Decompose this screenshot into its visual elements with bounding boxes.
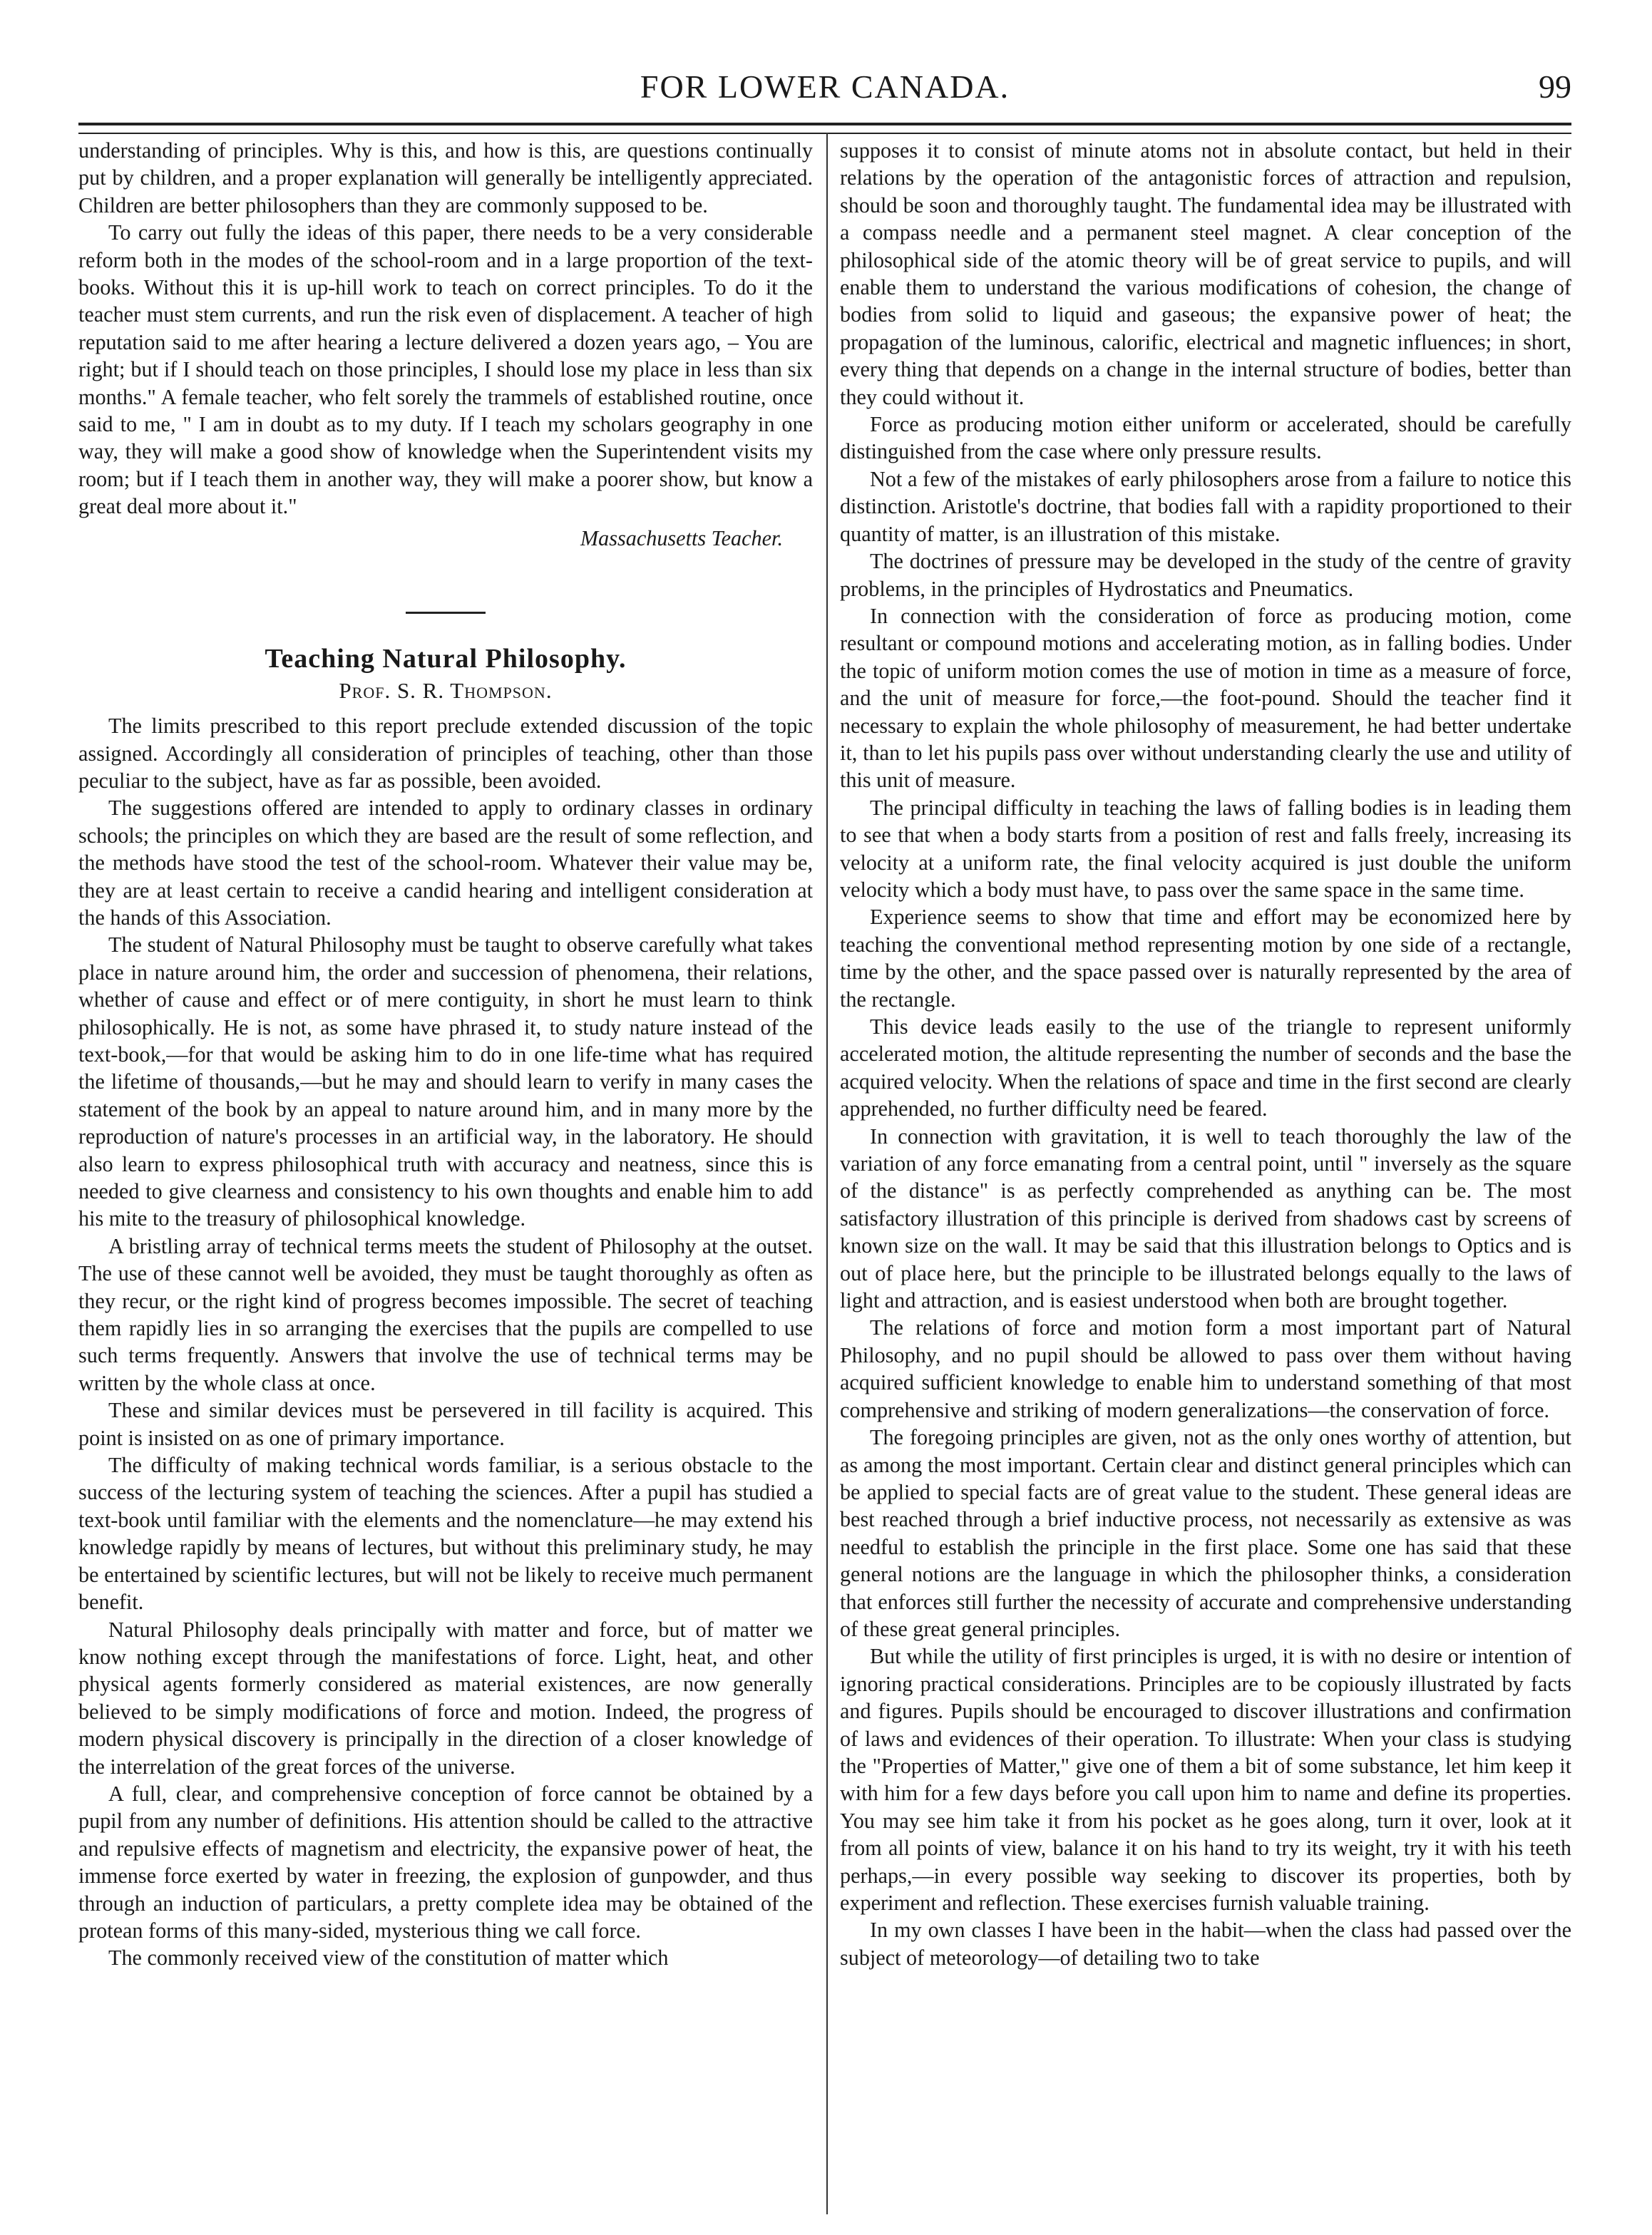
article-paragraph: The principal difficulty in teaching the laws of falling bodies is in leading them to see that when a body starts from a position of rest and falls freely, increasing its velocity at a uniform rate, the final velocity acquired is just double the uniform velocity which a body must have, to pass over the same space in the same time. [840,795,1571,902]
article-paragraph: Natural Philosophy deals principally with matter and force, but of matter we know nothing except through the manifestations of force. Light, heat, and other physical agents formerly considered as material existences, are now generally believed to be simply modifications of force and motion. Indeed, the progress of modern physical discovery is principally in the direction of a closer knowledge of the interrelation of the great forces of the universe. [78,1617,813,1779]
header-rule [78,123,1571,134]
article-paragraph: Not a few of the mistakes of early philosophers arose from a failure to notice this distinction. Aristotle's doctrine, that bodies fall with a rapidity proportioned to their quantity of matter, is an illustration of this mistake. [840,466,1571,546]
article-paragraph: The student of Natural Philosophy must be taught to observe carefully what takes place in nature around him, the order and succession of phenomena, their relations, whether of cause and effect or of mere contiguity, in short he must learn to think philosophically. He is not, as some have phrased it, to study nature instead of the text-book,—for that would be asking him to do in one life-time what has required the lifetime of thousands,—but he may and should learn to verify in many cases the statement of the book by an appeal to nature around him, and in many more by the reproduction of nature's processes in an artificial way, in the laboratory. He should also learn to express philosophical truth with accuracy and neatness, since this is needed to give clearness and consistency to his own thoughts and enable him to add his mite to the treasury of philosophical knowledge. [78,932,813,1231]
section-rule [406,612,486,614]
article-paragraph: The foregoing principles are given, not as the only ones worthy of attention, but as among the most important. Certain clear and distinct general principles which can be applied to special facts are of great value to the student. These general ideas are best reached through a brief inductive process, not necessarily as extensive as was needful to establish the principle in the first place. Some one has said that these general notions are the language in which the philosopher thinks, a consideration that enforces still further the necessity of accurate and comprehensive understanding of these great general principles. [840,1425,1571,1641]
article-paragraph: Force as producing motion either uniform or accelerated, should be carefully distinguished from the case where only pressure results. [840,412,1571,464]
article-paragraph: The commonly received view of the constitution of matter which [108,1946,669,1971]
article-paragraph: In connection with gravitation, it is well to teach thoroughly the law of the variation of any force emanating from a central point, until " inversely as the square of the distance" is as perfectly comprehended as anything can be. The most satisfactory illustration of this principle is derived from shadows cast by screens of known size on the wall. It may be said that this illustration belongs to Optics and is out of place here, but the principle to be illustrated belongs equally to the laws of light and attraction, and is easiest understood when both are brought together. [840,1124,1571,1313]
signature: Massachusetts Teacher. [580,525,783,550]
page-header [78,66,1571,115]
article-paragraph: The doctrines of pressure may be developed in the study of the centre of gravity problems, in the principles of Hydrostatics and Pneumatics. [840,549,1571,601]
article-paragraph: Experience seems to show that time and effort may be economized here by teaching the conventional method representing motion by one side of a rectangle, time by the other, and the space passed over is naturally represented by the area of the rectangle. [840,905,1571,1012]
article-paragraph: The suggestions offered are intended to apply to ordinary classes in ordinary schools; the principles on which they are based are the result of some reflection, and the methods have stood the test of the school-room. Whatever their value may be, they are at least certain to receive a candid hearing and intelligent consideration at the hands of this Association. [78,796,813,930]
article-paragraph: These and similar devices must be persevered in till facility is acquired. This point is insisted on as one of primary importance. [78,1398,813,1450]
article-paragraph: The difficulty of making technical words familiar, is a serious obstacle to the success of the lecturing system of teaching the sciences. After a pupil has studied a text-book until familiar with the elements and the nomenclature—he may extend his knowledge rapidly by means of lectures, but without this preliminary study, he may be entertained by scientific lectures, but will not be likely to receive much permanent benefit. [78,1453,813,1615]
article-title: Teaching Natural Philosophy. [265,644,627,674]
article-author: Prof. S. R. Thompson. [339,678,553,704]
page-number: 99 [1539,68,1571,105]
article-paragraph: supposes it to consist of minute atoms not in absolute contact, but held in their relations by the operation of the antagonistic forces of attraction and repulsion, should be soon and thoroughly taught. The fundamental idea may be illustrated with a compass needle and a permanent steel magnet. A clear conception of the philosophical side of the atomic theory will be of great service to pupils, and will enable them to understand the various modifications of cohesion, the change of bodies from solid to liquid and gaseous; the expansive power of heat; the propagation of the luminous, calorific, electrical and magnetic influences; in short, every thing that depends on a change in the internal structure of bodies, better than they could without it. [840,138,1571,409]
article-paragraph: This device leads easily to the use of the triangle to represent uniformly accelerated motion, the altitude representing the number of seconds and the base the acquired velocity. When the relations of space and time in the first second are clearly apprehended, no further difficulty need be feared. [840,1014,1571,1121]
article-paragraph: But while the utility of first principles is urged, it is with no desire or intention of ignoring practical considerations. Principles are to be copiously illustrated by facts and figures. Pupils should be encouraged to discover illustrations and confirmation of laws and evidences of their operation. To illustrate: When your class is studying the "Properties of Matter," give one of them a bit of some substance, let him keep it with him for a few days before you call upon him to name and define its properties. You may see him take it from his pocket as he goes along, turn it over, look at it from all points of view, balance it on his hand to try its weight, try it with his teeth perhaps,—in every possible way seeking to discover its properties, both by experiment and reflection. These exercises furnish valuable training. [840,1644,1571,1915]
left-column [78,137,813,1972]
running-head: FOR LOWER CANADA. [640,68,1010,105]
article-paragraph: The relations of force and motion form a most important part of Natural Philosophy, and no pupil should be allowed to pass over them without having acquired sufficient knowledge to enable him to understand something of that most comprehensive and striking of modern generalizations—the conservation of force. [840,1315,1571,1422]
intro-paragraph: understanding of principles. Why is this, and how is this, are questions continually put by children, and a proper explanation will generally be intelligently appreciated. Children are better philosophers than they are commonly supposed to be. [78,138,813,217]
intro-paragraph: To carry out fully the ideas of this paper, there needs to be a very considerable reform both in the modes of the school-room and in a large proportion of the text-books. Without this it is up-hill work to teach on correct principles. To do it the teacher must stem currents, and run the risk even of displacement. A teacher of high reputation said to me after hearing a lecture delivered a dozen years ago, – You are right; but if I should teach on those principles, I should lose my place in less than six months." A female teacher, who felt sorely the trammels of established routine, once said to me, " I am in doubt as to my duty. If I teach my scholars geography in one way, they will make a good show of knowledge when the Superintendent visits my room; but if I teach them in another way, they will make a poorer show, but know a great deal more about it." [78,220,813,519]
article-paragraph: The limits prescribed to this report preclude extended discussion of the topic assigned. Accordingly all consideration of principles of teaching, other than those peculiar to the subject, have as far as possible, been avoided. [78,714,813,793]
article-paragraph: In my own classes I have been in the habit—when the class had passed over the subject of meteorology—of detailing two to take [840,1918,1571,1970]
article-paragraph: A bristling array of technical terms meets the student of Philosophy at the outset. The use of these cannot well be avoided, they must be taught thoroughly as often as they recur, or the right kind of progress becomes impossible. The secret of teaching them rapidly lies in so arranging the exercises that the pupils are compelled to use such terms frequently. Answers that involve the use of technical terms may be written by the whole class at once. [78,1233,813,1395]
article-paragraph: A full, clear, and comprehensive conception of force cannot be obtained by a pupil from any number of definitions. His attention should be called to the attractive and repulsive effects of magnetism and electricity, the expansive power of heat, the immense force exerted by water in freezing, the explosion of gunpowder, and thus through an induction of particulars, a pretty complete idea may be obtained of the protean forms of this many-sided, mysterious thing we call force. [78,1781,813,1943]
column-divider [826,133,828,2214]
article-paragraph: In connection with the consideration of force as producing motion, come resultant or compound motions and accelerating motion, as in falling bodies. Under the topic of uniform motion comes the use of motion in time as a measure of force, and the unit of measure for force,—the foot-pound. Should the teacher find it necessary to explain the whole philosophy of measurement, he had better undertake it, than to let his pupils pass over without understanding clearly the use and utility of this unit of measure. [840,603,1571,793]
right-column [840,137,1571,1971]
